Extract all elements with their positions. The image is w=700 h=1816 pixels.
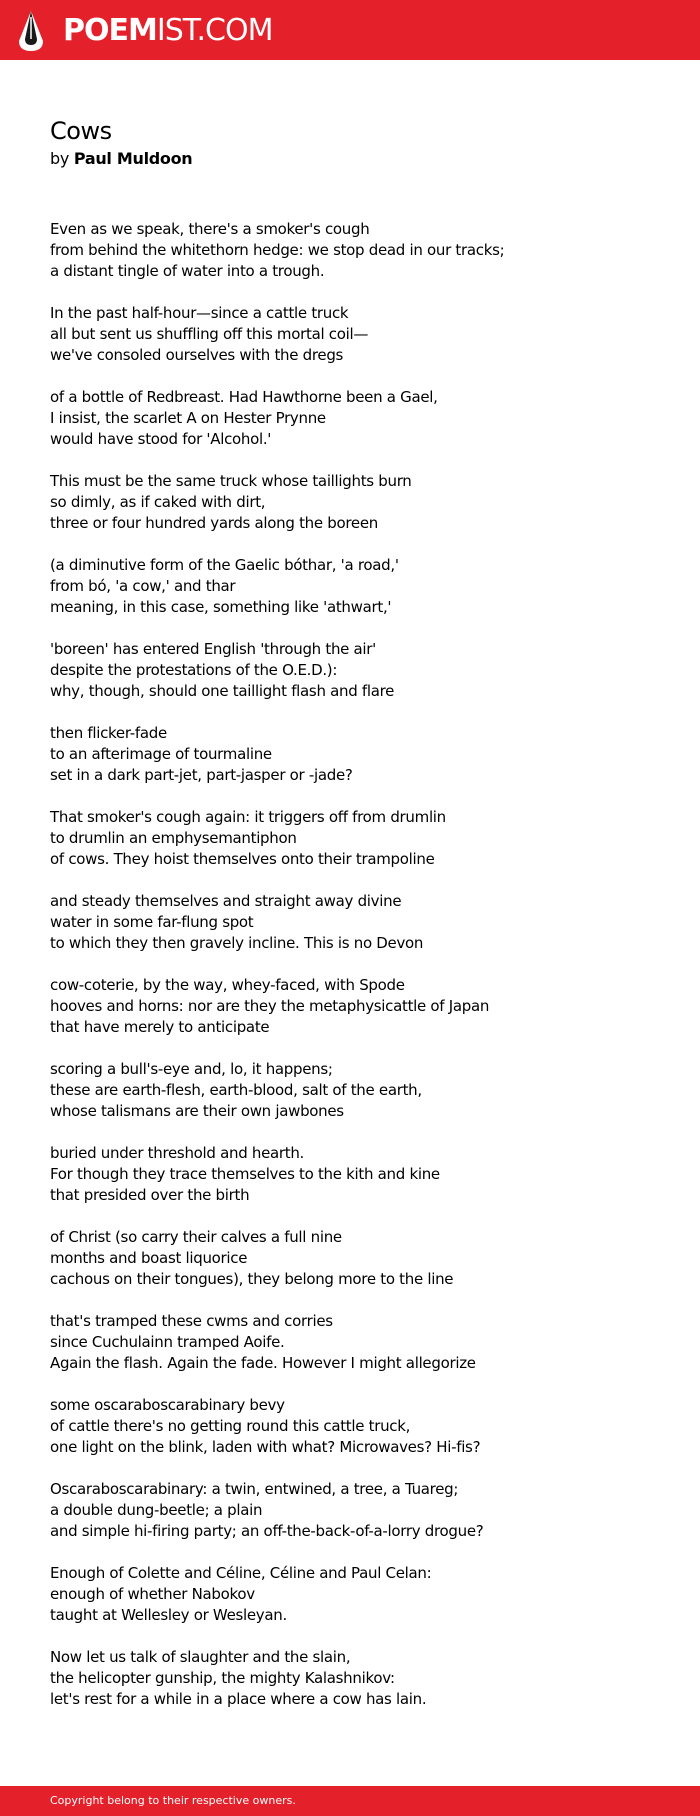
poem-stanza — [50, 639, 650, 702]
poem-line: we've consoled ourselves with the dregs — [50, 346, 344, 364]
poem-line: of cattle there's no getting round this cattle truck, — [50, 1417, 411, 1435]
poem-stanza — [50, 1227, 650, 1290]
poem-line: the helicopter gunship, the mighty Kalashnikov: — [50, 1669, 395, 1687]
poem-line: set in a dark part-jet, part-jasper or -jade? — [50, 766, 353, 784]
poem-line: of cows. They hoist themselves onto their trampoline — [50, 850, 435, 868]
site-logo[interactable] — [17, 9, 272, 53]
poem-stanza — [50, 1059, 650, 1122]
poem-stanza — [50, 387, 650, 450]
poem-line: Again the flash. Again the fade. However I might allegorize — [50, 1354, 476, 1372]
poem-line: to drumlin an emphysemantiphon — [50, 829, 297, 847]
poem-line: a double dung-beetle; a plain — [50, 1501, 263, 1519]
poem-line: all but sent us shuffling off this mortal coil— — [50, 325, 369, 343]
poem-stanza — [50, 1395, 650, 1458]
poem-line: that presided over the birth — [50, 1186, 250, 1204]
poem-author: Paul Muldoon — [73, 149, 193, 168]
site-footer — [0, 1786, 700, 1816]
poem-line: then flicker-fade — [50, 724, 167, 742]
poem-line: from behind the whitethorn hedge: we stop dead in our tracks; — [50, 241, 505, 259]
poem-stanza — [50, 1647, 650, 1710]
poem-line: one light on the blink, laden with what? Microwaves? Hi-fis? — [50, 1438, 481, 1456]
poem-stanza — [50, 891, 650, 954]
poem-stanza — [50, 723, 650, 786]
poem-line: This must be the same truck whose taillights burn — [50, 472, 412, 490]
logo-text-bold: POEM — [63, 13, 157, 48]
poem-line: hooves and horns: nor are they the metaphysicattle of Japan — [50, 997, 490, 1015]
poem-line: buried under threshold and hearth. — [50, 1144, 305, 1162]
poem-stanza — [50, 303, 650, 366]
site-logo-text — [63, 9, 272, 53]
poem-byline — [50, 148, 192, 170]
poem-title: Cows — [50, 117, 112, 145]
poem-line: to an afterimage of tourmaline — [50, 745, 272, 763]
poem-line: taught at Wellesley or Wesleyan. — [50, 1606, 287, 1624]
poem-stanza — [50, 471, 650, 534]
poem-stanza — [50, 1563, 650, 1626]
poem-line: (a diminutive form of the Gaelic bóthar, 'a road,' — [50, 556, 399, 574]
poem-line: Now let us talk of slaughter and the slain, — [50, 1648, 351, 1666]
poem-line: and simple hi-firing party; an off-the-back-of-a-lorry drogue? — [50, 1522, 484, 1540]
poem-line: meaning, in this case, something like 'athwart,' — [50, 598, 392, 616]
poem-line: Oscaraboscarabinary: a twin, entwined, a tree, a Tuareg; — [50, 1480, 459, 1498]
poem-line: I insist, the scarlet A on Hester Prynne — [50, 409, 326, 427]
poem-line: whose talismans are their own jawbones — [50, 1102, 344, 1120]
poem-line: 'boreen' has entered English 'through the air' — [50, 640, 376, 658]
poem-stanza — [50, 807, 650, 870]
poem-line: water in some far-flung spot — [50, 913, 254, 931]
poem-stanza — [50, 975, 650, 1038]
poem-stanza — [50, 1143, 650, 1206]
poem-line: since Cuchulainn tramped Aoife. — [50, 1333, 285, 1351]
poem-line: cow-coterie, by the way, whey-faced, with Spode — [50, 976, 405, 994]
poem-stanza — [50, 555, 650, 618]
poem-line: from bó, 'a cow,' and thar — [50, 577, 236, 595]
poem-line: In the past half-hour—since a cattle truck — [50, 304, 349, 322]
poem-line: so dimly, as if caked with dirt, — [50, 493, 266, 511]
poem-line: cachous on their tongues), they belong more to the line — [50, 1270, 454, 1288]
poem-line: these are earth-flesh, earth-blood, salt of the earth, — [50, 1081, 422, 1099]
poem-line: That smoker's cough again: it triggers off from drumlin — [50, 808, 446, 826]
poem-line: would have stood for 'Alcohol.' — [50, 430, 272, 448]
poem-line: Even as we speak, there's a smoker's cough — [50, 220, 370, 238]
poem-line: despite the protestations of the O.E.D.): — [50, 661, 338, 679]
site-header — [0, 0, 700, 60]
poem-line: a distant tingle of water into a trough. — [50, 262, 325, 280]
poem-line: that's tramped these cwms and corries — [50, 1312, 333, 1330]
poem-line: and steady themselves and straight away divine — [50, 892, 402, 910]
poem-line: months and boast liquorice — [50, 1249, 248, 1267]
copyright-text: Copyright belong to their respective owners. — [50, 1794, 296, 1807]
poem-body — [50, 219, 650, 1731]
poem-line: Enough of Colette and Céline, Céline and Paul Celan: — [50, 1564, 432, 1582]
poem-line: to which they then gravely incline. This is no Devon — [50, 934, 424, 952]
poem-line: enough of whether Nabokov — [50, 1585, 255, 1603]
poem-line: some oscaraboscarabinary bevy — [50, 1396, 285, 1414]
logo-text-light: IST.COM — [156, 13, 273, 48]
poem-line: For though they trace themselves to the kith and kine — [50, 1165, 440, 1183]
pen-nib-icon — [17, 9, 45, 53]
poem-stanza — [50, 1479, 650, 1542]
poem-line: why, though, should one taillight flash and flare — [50, 682, 395, 700]
poem-line: scoring a bull's-eye and, lo, it happens; — [50, 1060, 333, 1078]
poem-line: that have merely to anticipate — [50, 1018, 270, 1036]
by-label: by — [50, 149, 70, 168]
poem-stanza — [50, 1311, 650, 1374]
poem-line: of Christ (so carry their calves a full nine — [50, 1228, 342, 1246]
poem-line: three or four hundred yards along the boreen — [50, 514, 378, 532]
poem-line: let's rest for a while in a place where a cow has lain. — [50, 1690, 427, 1708]
poem-stanza — [50, 219, 650, 282]
poem-line: of a bottle of Redbreast. Had Hawthorne been a Gael, — [50, 388, 438, 406]
